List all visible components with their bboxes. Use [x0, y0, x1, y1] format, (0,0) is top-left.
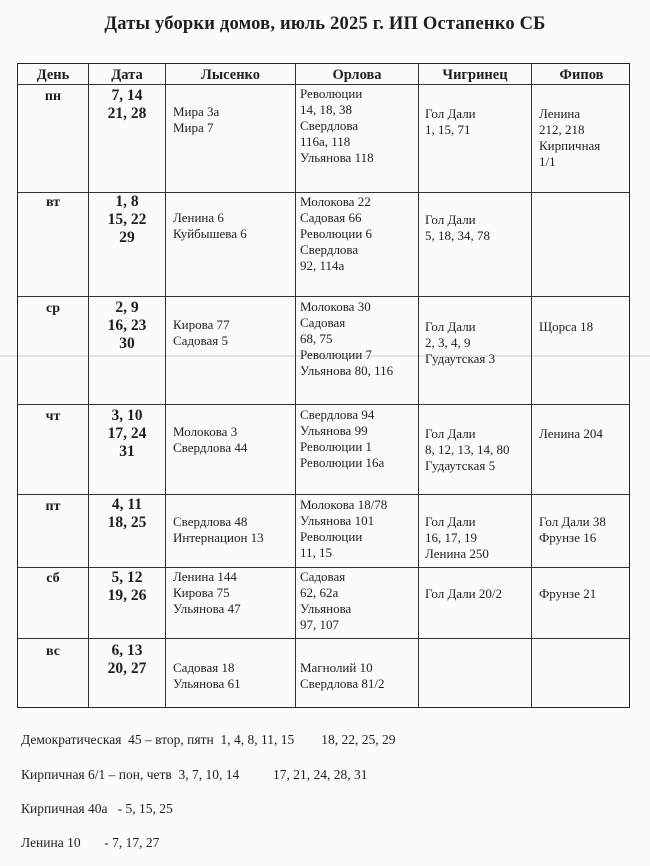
- column-divider: [418, 64, 419, 707]
- fipov-cell: Гол Дали 38 Фрунзе 16: [539, 514, 606, 545]
- chigrinets-cell: Гол Дали 8, 12, 13, 14, 80 Гудаутская 5: [425, 426, 510, 473]
- header-day: День: [36, 67, 70, 83]
- header-lysenko: Лысенко: [201, 67, 260, 83]
- header-date: Дата: [111, 67, 143, 83]
- dates-cell: 4, 11 18, 25: [107, 496, 147, 531]
- row-divider: [18, 494, 629, 495]
- orlova-cell: Свердлова 94 Ульянова 99 Революции 1 Революции 16а: [300, 407, 385, 470]
- note-line: Демократическая 45 – втор, пятн 1, 4, 8, 11, 15 18, 22, 25, 29: [21, 732, 396, 747]
- row-divider: [18, 404, 629, 405]
- day-cell: пн: [44, 89, 62, 104]
- fipov-cell: Фрунзе 21: [539, 586, 597, 601]
- fipov-cell: Ленина 204: [539, 426, 603, 441]
- column-divider: [165, 64, 166, 707]
- dates-cell: 2, 9 16, 23 30: [107, 299, 147, 352]
- row-divider: [18, 296, 629, 297]
- lysenko-cell: Ленина 144 Кирова 75 Ульянова 47: [173, 569, 241, 616]
- day-cell: чт: [45, 409, 61, 424]
- chigrinets-cell: Гол Дали 1, 15, 71: [425, 106, 476, 137]
- note-line: Ленина 10 - 7, 17, 27: [21, 835, 160, 850]
- dates-cell: 5, 12 19, 26: [107, 569, 147, 604]
- day-cell: сб: [46, 571, 60, 586]
- day-cell: ср: [46, 301, 60, 316]
- document-title: Даты уборки домов, июль 2025 г. ИП Остапенко СБ: [104, 14, 546, 34]
- orlova-cell: Молокова 30 Садовая 68, 75 Революции 7 Ульянова 80, 116: [300, 299, 394, 378]
- column-divider: [295, 64, 296, 707]
- row-divider: [18, 84, 629, 85]
- day-cell: вт: [45, 195, 61, 210]
- lysenko-cell: Молокова 3 Свердлова 44: [173, 424, 248, 455]
- header-fipov: Фипов: [559, 67, 604, 83]
- orlova-cell: Магнолий 10 Свердлова 81/2: [300, 660, 385, 691]
- dates-cell: 7, 14 21, 28: [107, 87, 147, 122]
- lysenko-cell: Мира 3а Мира 7: [173, 104, 220, 135]
- orlova-cell: Садовая 62, 62а Ульянова 97, 107: [300, 569, 352, 632]
- chigrinets-cell: Гол Дали 20/2: [425, 586, 502, 601]
- orlova-cell: Молокова 22 Садовая 66 Революции 6 Свердлова 92, 114а: [300, 194, 373, 273]
- chigrinets-cell: Гол Дали 2, 3, 4, 9 Гудаутская 3: [425, 319, 496, 366]
- lysenko-cell: Ленина 6 Куйбышева 6: [173, 210, 247, 241]
- day-cell: пт: [45, 499, 61, 514]
- fipov-cell: Ленина 212, 218 Кирпичная 1/1: [539, 106, 601, 169]
- header-orlova: Орлова: [332, 67, 382, 83]
- lysenko-cell: Свердлова 48 Интернацион 13: [173, 514, 264, 545]
- dates-cell: 1, 8 15, 22 29: [107, 193, 147, 246]
- note-line: Кирпичная 40а - 5, 15, 25: [21, 801, 173, 816]
- dates-cell: 3, 10 17, 24 31: [107, 407, 147, 460]
- column-divider: [88, 64, 89, 707]
- note-line: Кирпичная 6/1 – пон, четв 3, 7, 10, 14 17, 21, 24, 28, 31: [21, 767, 368, 782]
- column-divider: [531, 64, 532, 707]
- orlova-cell: Молокова 18/78 Ульянова 101 Революции 11, 15: [300, 497, 388, 560]
- chigrinets-cell: Гол Дали 5, 18, 34, 78: [425, 212, 490, 243]
- row-divider: [18, 638, 629, 639]
- orlova-cell: Революции 14, 18, 38 Свердлова 116а, 118 Ульянова 118: [300, 86, 374, 165]
- chigrinets-cell: Гол Дали 16, 17, 19 Ленина 250: [425, 514, 489, 561]
- header-chigrinets: Чигринец: [442, 67, 508, 83]
- schedule-table: [17, 63, 630, 708]
- fipov-cell: Щорса 18: [539, 319, 594, 334]
- row-divider: [18, 567, 629, 568]
- day-cell: вс: [46, 644, 60, 659]
- lysenko-cell: Кирова 77 Садовая 5: [173, 317, 230, 348]
- lysenko-cell: Садовая 18 Ульянова 61: [173, 660, 241, 691]
- dates-cell: 6, 13 20, 27: [107, 642, 147, 677]
